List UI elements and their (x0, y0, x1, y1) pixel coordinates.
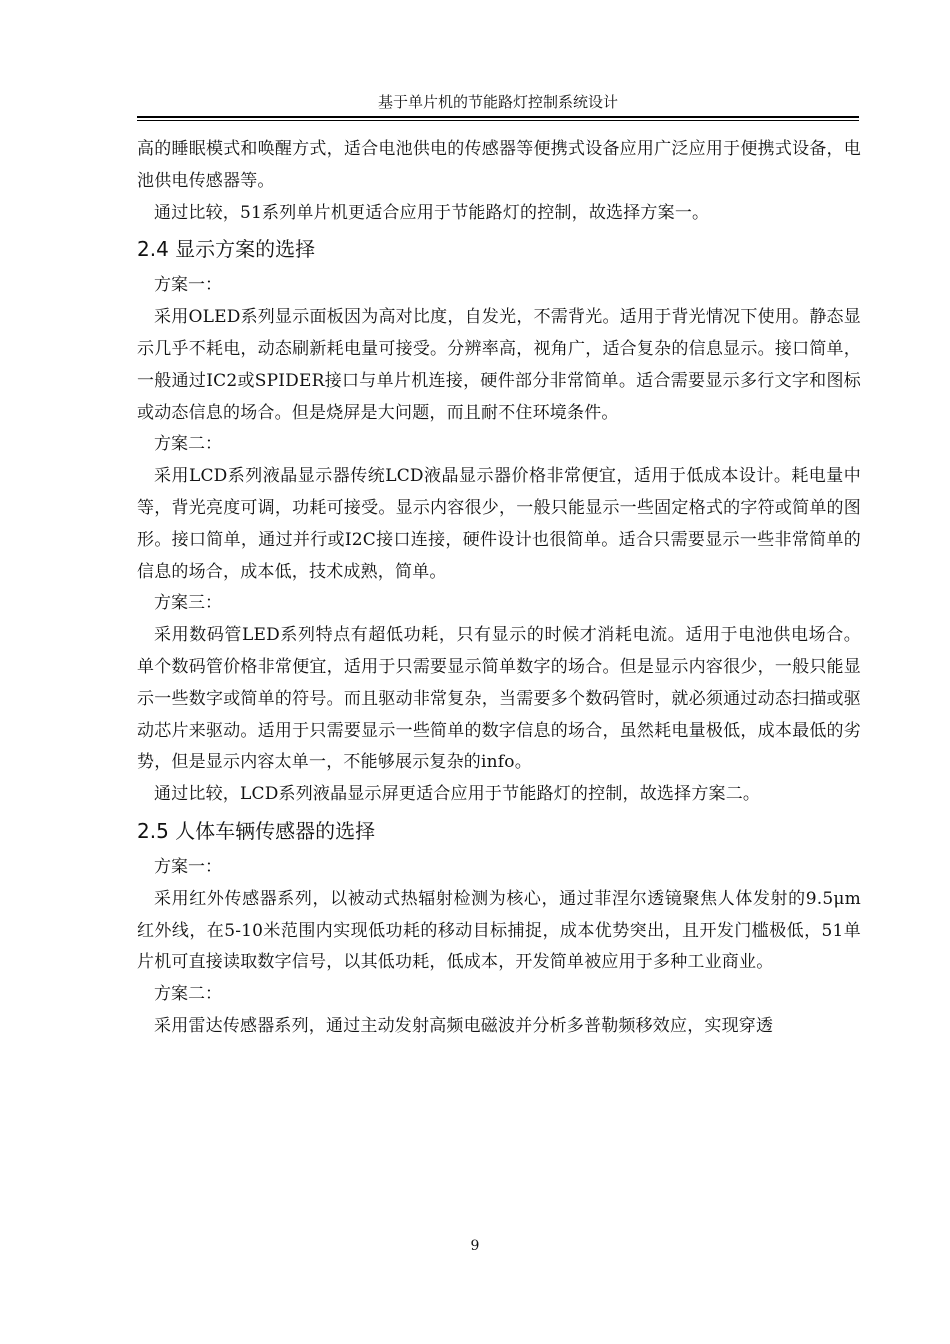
sensor-option-2-text: 采用雷达传感器系列，通过主动发射高频电磁波并分析多普勒频移效应，实现穿透 (154, 1015, 774, 1036)
paragraph-mcu-conclusion: 通过比较，51系列单片机更适合应用于节能路灯的控制，故选择方案一。 (154, 202, 710, 223)
display-option-3-text: 采用数码管LED系列特点有超低功耗，只有显示的时候才消耗电流。适用于电池供电场合。单个数码管价格非常便宜，适用于只需要显示简单数字的场合。但是显示内容很少，一般只能显示一些数字或简单的符号。而且驱动非常复杂，当需要多个数码管时，就必须通过动态扫描或驱动芯片来驱动。适用于只需要显示一些简单的数字信息的场合，虽然耗电量极低，成本最低的劣势，但是显示内容太单一，不能够展示复杂的info。 (137, 625, 861, 773)
header-title: 基于单片机的节能路灯控制系统设计 (377, 93, 618, 111)
display-option-3-label: 方案三： (154, 593, 222, 614)
document-body (137, 134, 861, 1043)
display-conclusion: 通过比较，LCD系列液晶显示屏更适合应用于节能路灯的控制，故选择方案二。 (154, 784, 761, 805)
page-number: 9 (470, 1238, 480, 1254)
sensor-option-1-label: 方案一： (154, 856, 222, 877)
display-option-2-label: 方案二： (154, 434, 222, 455)
paragraph-continuation: 高的睡眠模式和唤醒方式，适合电池供电的传感器等便携式设备应用广泛应用于便携式设备，电池供电传感器等。 (137, 139, 861, 191)
heading-2-4-display: 2.4 显示方案的选择 (137, 237, 316, 262)
page-header (137, 92, 859, 118)
display-option-1-text: 采用OLED系列显示面板因为高对比度，自发光，不需背光。适用于背光情况下使用。静态显示几乎不耗电，动态刷新耗电量可接受。分辨率高，视角广，适合复杂的信息显示。接口简单，一般通过IC2或SPIDER接口与单片机连接，硬件部分非常简单。适合需要显示多行文字和图标或动态信息的场合。但是烧屏是大问题，而且耐不住环境条件。 (137, 307, 861, 423)
sensor-option-1-text: 采用红外传感器系列，以被动式热辐射检测为核心，通过菲涅尔透镜聚焦人体发射的9.5μm红外线，在5-10米范围内实现低功耗的移动目标捕捉，成本优势突出，且开发门槛极低，51单片机可直接读取数字信号，以其低功耗，低成本，开发简单被应用于多种工业商业。 (137, 888, 861, 973)
display-option-1-label: 方案一： (154, 275, 222, 296)
heading-2-5-sensor: 2.5 人体车辆传感器的选择 (137, 818, 376, 843)
sensor-option-2-label: 方案二： (154, 984, 222, 1005)
display-option-2-text: 采用LCD系列液晶显示器传统LCD液晶显示器价格非常便宜，适用于低成本设计。耗电量中等，背光亮度可调，功耗可接受。显示内容很少，一般只能显示一些固定格式的字符或简单的图形。接口简单，通过并行或I2C接口连接，硬件设计也很简单。适合只需要显示一些非常简单的信息的场合，成本低，技术成熟，简单。 (137, 466, 861, 582)
